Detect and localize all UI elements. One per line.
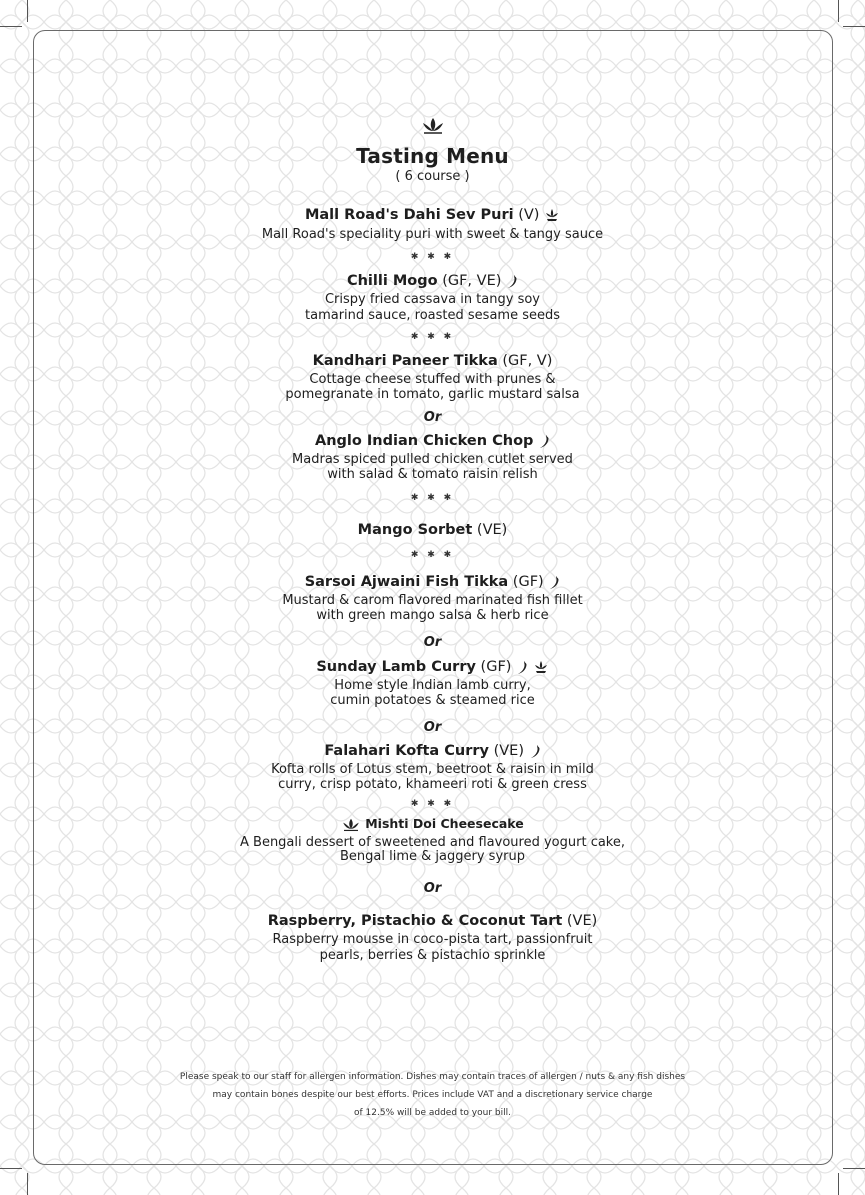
dish-title-paneer-tikka — [0, 353, 865, 369]
dish-name: Sarsoi Ajwaini Fish Tikka — [304, 574, 509, 590]
allergen-note-line: of 12.5% will be added to your bill. — [354, 1108, 511, 1118]
dish-desc: Home style Indian lamb curry, — [334, 678, 531, 693]
or-divider: Or — [423, 720, 442, 735]
dish-desc: Crispy fried cassava in tangy soy — [324, 292, 540, 307]
allergen-note-line: may contain bones despite our best efforts. Prices include VAT and a discretionary service charge — [212, 1090, 653, 1100]
dish-name: Sunday Lamb Curry — [316, 659, 476, 675]
dish-desc: Madras spiced pulled chicken cutlet served — [292, 452, 573, 467]
dish-name: Kandhari Paneer Tikka — [312, 353, 498, 369]
dish-desc: cumin potatoes & steamed rice — [330, 693, 535, 708]
dish-tags: (GF) — [512, 574, 544, 590]
course-separator: ✱ ✱ ✱ — [410, 550, 455, 560]
dish-desc: Mustard & carom flavored marinated fish fillet — [282, 593, 583, 608]
or-divider: Or — [423, 635, 442, 650]
dish-name: Mango Sorbet — [357, 522, 473, 538]
dish-desc: with green mango salsa & herb rice — [316, 608, 549, 623]
or-divider: Or — [423, 881, 442, 896]
allergen-note-line: Please speak to our staff for allergen information. Dishes may contain traces of allergen / nuts & any fish dishes — [179, 1072, 686, 1082]
crop-mark — [838, 1173, 839, 1195]
chilli-icon — [538, 433, 550, 449]
dish-title-dahi-sev-puri — [0, 207, 865, 223]
crop-mark — [0, 1168, 22, 1169]
lotus-icon — [341, 818, 361, 832]
crop-mark — [838, 0, 839, 22]
course-separator: ✱ ✱ ✱ — [410, 799, 455, 809]
header-lotus — [0, 115, 865, 135]
dish-desc: curry, crisp potato, khameeri roti & green cress — [278, 777, 587, 792]
dish-desc: Mall Road's speciality puri with sweet & tangy sauce — [261, 227, 604, 242]
dish-desc: Raspberry mousse in coco-pista tart, passionfruit — [272, 932, 593, 947]
course-separator: ✱ ✱ ✱ — [410, 493, 455, 503]
dish-tags: (VE) — [566, 913, 598, 929]
dish-tags: (GF, VE) — [442, 273, 502, 289]
course-separator: ✱ ✱ ✱ — [410, 252, 455, 262]
chef-special-icon — [533, 659, 549, 675]
dish-title-cheesecake — [0, 816, 865, 832]
course-separator: ✱ ✱ ✱ — [410, 332, 455, 342]
dish-name: Anglo Indian Chicken Chop — [314, 433, 534, 449]
dish-name: Chilli Mogo — [346, 273, 438, 289]
dish-name: Mall Road's Dahi Sev Puri — [304, 207, 514, 223]
crop-mark — [843, 1168, 865, 1169]
dish-desc: pearls, berries & pistachio sprinkle — [319, 948, 546, 963]
crop-mark — [0, 26, 22, 27]
or-divider: Or — [423, 410, 442, 425]
dish-title-lamb-curry — [0, 659, 865, 675]
crop-mark — [27, 1173, 28, 1195]
dish-title-kofta-curry — [0, 743, 865, 759]
crop-mark — [27, 0, 28, 22]
chilli-icon — [548, 574, 560, 590]
chilli-icon — [529, 743, 541, 759]
dish-title-mango-sorbet — [0, 522, 865, 538]
dish-desc: Bengal lime & jaggery syrup — [340, 849, 525, 864]
dish-title-fish-tikka — [0, 574, 865, 590]
dish-tags: (GF) — [480, 659, 512, 675]
chef-special-icon — [544, 207, 560, 223]
dish-desc: with salad & tomato raisin relish — [327, 467, 538, 482]
dish-tags: (GF, V) — [502, 353, 553, 369]
dish-desc: Cottage cheese stuffed with prunes & — [309, 372, 556, 387]
dish-name: Raspberry, Pistachio & Coconut Tart — [267, 913, 563, 929]
dish-desc: Kofta rolls of Lotus stem, beetroot & raisin in mild — [271, 762, 594, 777]
dish-tags: (VE) — [476, 522, 508, 538]
dish-name: Mishti Doi Cheesecake — [365, 816, 524, 831]
dish-title-chilli-mogo — [0, 273, 865, 289]
dish-title-chicken-chop — [0, 433, 865, 449]
crop-mark — [843, 26, 865, 27]
dish-title-tart — [0, 913, 865, 929]
course-count: ( 6 course ) — [395, 169, 470, 184]
chilli-icon — [516, 659, 528, 675]
dish-desc: pomegranate in tomato, garlic mustard salsa — [285, 387, 580, 402]
dish-desc: A Bengali dessert of sweetened and flavoured yogurt cake, — [240, 835, 625, 850]
page-title: Tasting Menu — [356, 144, 509, 168]
dish-desc: tamarind sauce, roasted sesame seeds — [305, 308, 560, 323]
chilli-icon — [506, 273, 518, 289]
dish-tags: (V) — [518, 207, 540, 223]
dish-name: Falahari Kofta Curry — [324, 743, 489, 759]
dish-tags: (VE) — [493, 743, 524, 759]
lotus-icon — [421, 117, 445, 135]
